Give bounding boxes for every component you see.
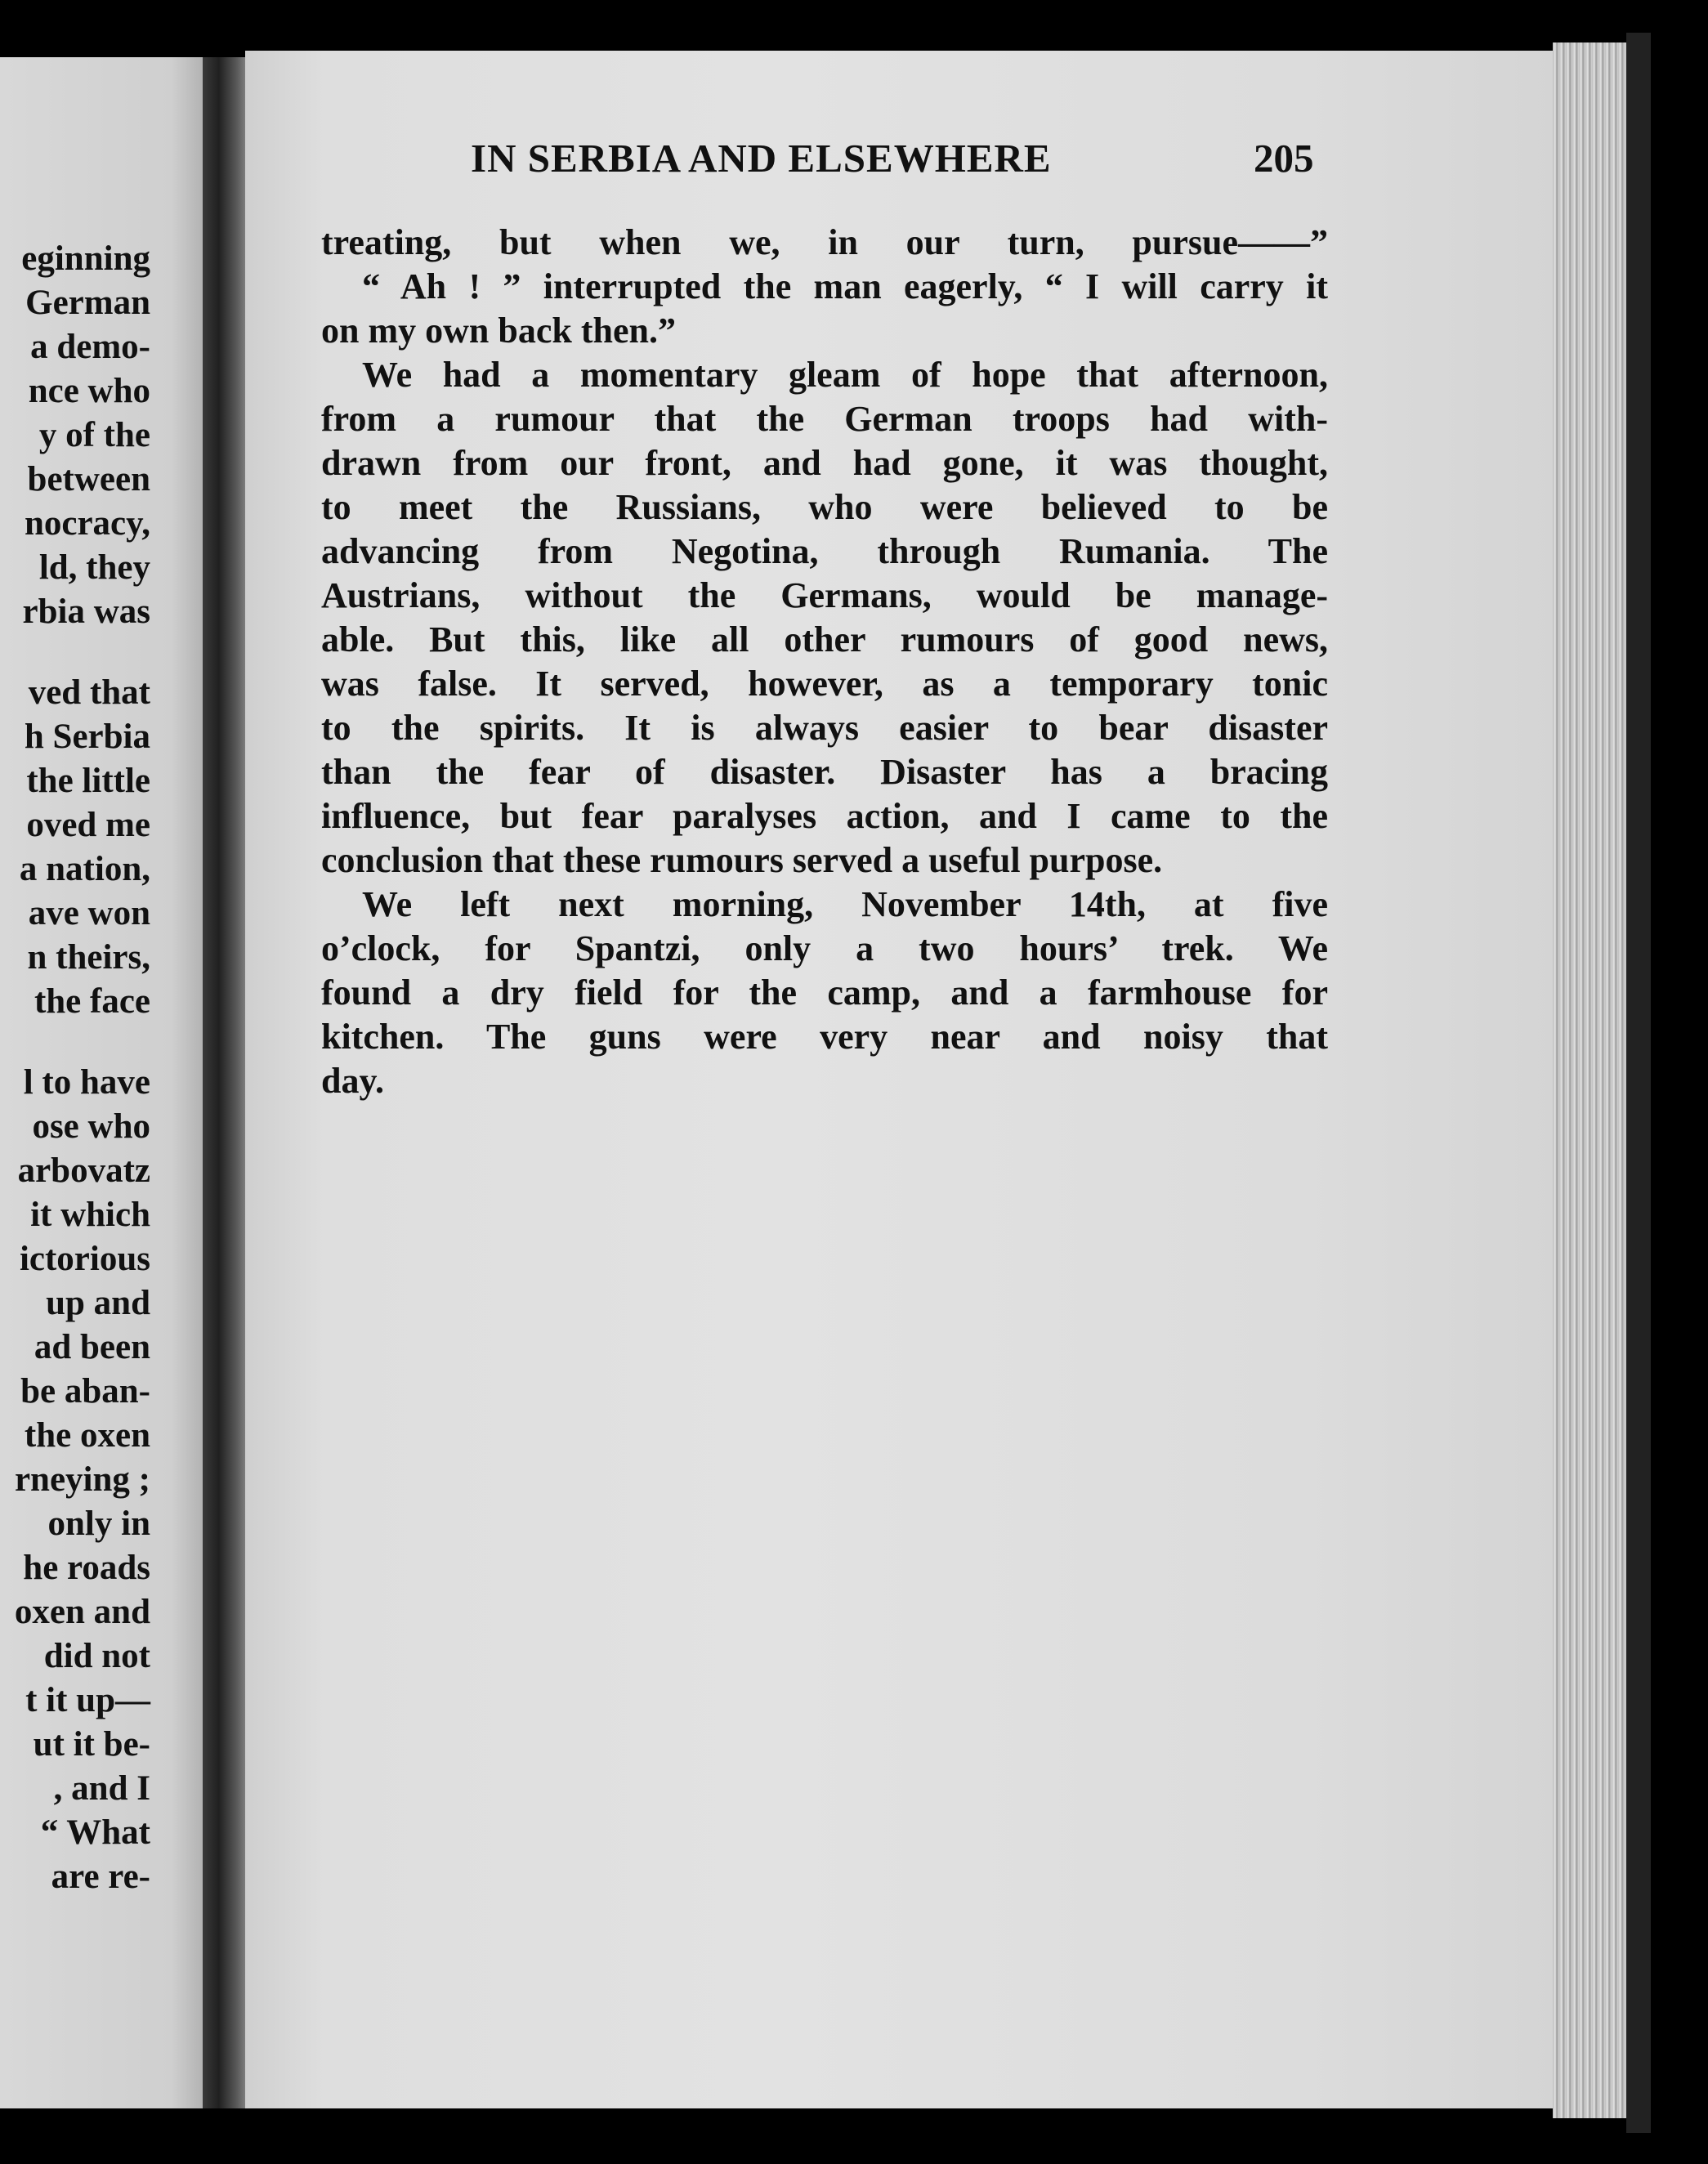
text-line: from a rumour that the German troops had with- <box>321 399 1328 439</box>
left-line: the little <box>26 762 150 800</box>
text-line: drawn from our front, and had gone, it was thought, <box>321 443 1328 483</box>
text-line: was false. It served, however, as a temporary tonic <box>321 664 1328 704</box>
left-line: between <box>27 460 150 499</box>
book-gutter <box>203 57 248 2108</box>
left-line: ved that <box>28 673 150 712</box>
text-line: treating, but when we, in our turn, pursue——” <box>321 222 1328 262</box>
text-line: on my own back then.” <box>321 311 676 351</box>
left-line: the face <box>34 982 150 1021</box>
page-edges <box>1553 42 1630 2118</box>
left-line: , and I <box>53 1769 150 1808</box>
left-line: ose who <box>32 1107 150 1146</box>
page-number: 205 <box>1254 136 1314 181</box>
left-line: oxen and <box>14 1593 150 1631</box>
left-line: did not <box>43 1637 150 1675</box>
left-line: rbia was <box>22 592 150 631</box>
body-text <box>321 221 1328 1103</box>
left-line: rneying ; <box>14 1460 150 1499</box>
left-line: a nation, <box>19 850 150 888</box>
left-line: h Serbia <box>24 718 150 756</box>
left-line: arbovatz <box>17 1151 150 1190</box>
left-line: y of the <box>38 416 150 454</box>
left-line: l to have <box>23 1063 150 1102</box>
left-line: ictorious <box>19 1240 150 1278</box>
left-paragraph-gap <box>0 1024 150 1061</box>
left-line: ave won <box>28 894 150 932</box>
left-line: be aban- <box>20 1372 150 1411</box>
left-line: it which <box>30 1196 150 1234</box>
left-line: a demo- <box>30 328 150 366</box>
text-line: advancing from Negotina, through Rumania. The <box>321 531 1328 571</box>
text-line: than the fear of disaster. Disaster has a bracing <box>321 752 1328 792</box>
left-line: ld, they <box>38 548 150 587</box>
left-line: up and <box>46 1284 150 1322</box>
left-line: nce who <box>28 372 150 410</box>
paragraph-start-line: We had a momentary gleam of hope that afternoon, <box>362 355 1328 395</box>
text-line: kitchen. The guns were very near and noisy that <box>321 1017 1328 1057</box>
text-line: “ Ah ! ” interrupted the man eagerly, “ I will carry it <box>362 266 1328 306</box>
left-line: ut it be- <box>33 1725 150 1764</box>
left-line: he roads <box>23 1549 150 1587</box>
book-cover-edge <box>1626 33 1651 2133</box>
left-paragraph-gap <box>0 634 150 671</box>
text-line: conclusion that these rumours served a useful purpose. <box>321 840 1163 880</box>
left-facing-page <box>0 57 214 2108</box>
left-line: are re- <box>51 1858 150 1896</box>
running-title: IN SERBIA AND ELSEWHERE <box>471 136 1052 181</box>
text-line: to the spirits. It is always easier to bear disaster <box>321 708 1328 748</box>
paragraph-start-line: We left next morning, November 14th, at five <box>362 884 1328 924</box>
left-line: n theirs, <box>27 938 150 977</box>
left-line: ad been <box>34 1328 150 1366</box>
text-line: o’clock, for Spantzi, only a two hours’ trek. We <box>321 928 1328 968</box>
left-page-text <box>0 57 150 1899</box>
left-line: oved me <box>26 806 150 844</box>
text-line: found a dry field for the camp, and a farmhouse for <box>321 972 1328 1013</box>
text-line: Austrians, without the Germans, would be manage- <box>321 575 1328 615</box>
left-line: the oxen <box>24 1416 150 1455</box>
text-line: influence, but fear paralyses action, and I came to the <box>321 796 1328 836</box>
left-line: eginning <box>21 239 150 278</box>
left-line: t it up— <box>25 1681 150 1719</box>
text-line: to meet the Russians, who were believed to be <box>321 487 1328 527</box>
left-line: nocracy, <box>24 504 150 543</box>
left-line: German <box>25 284 150 322</box>
text-line: day. <box>321 1061 385 1101</box>
left-line: only in <box>47 1505 150 1543</box>
left-line: “ What <box>40 1813 150 1852</box>
text-line: able. But this, like all other rumours of good news, <box>321 619 1328 659</box>
left-top-margin <box>0 57 150 237</box>
